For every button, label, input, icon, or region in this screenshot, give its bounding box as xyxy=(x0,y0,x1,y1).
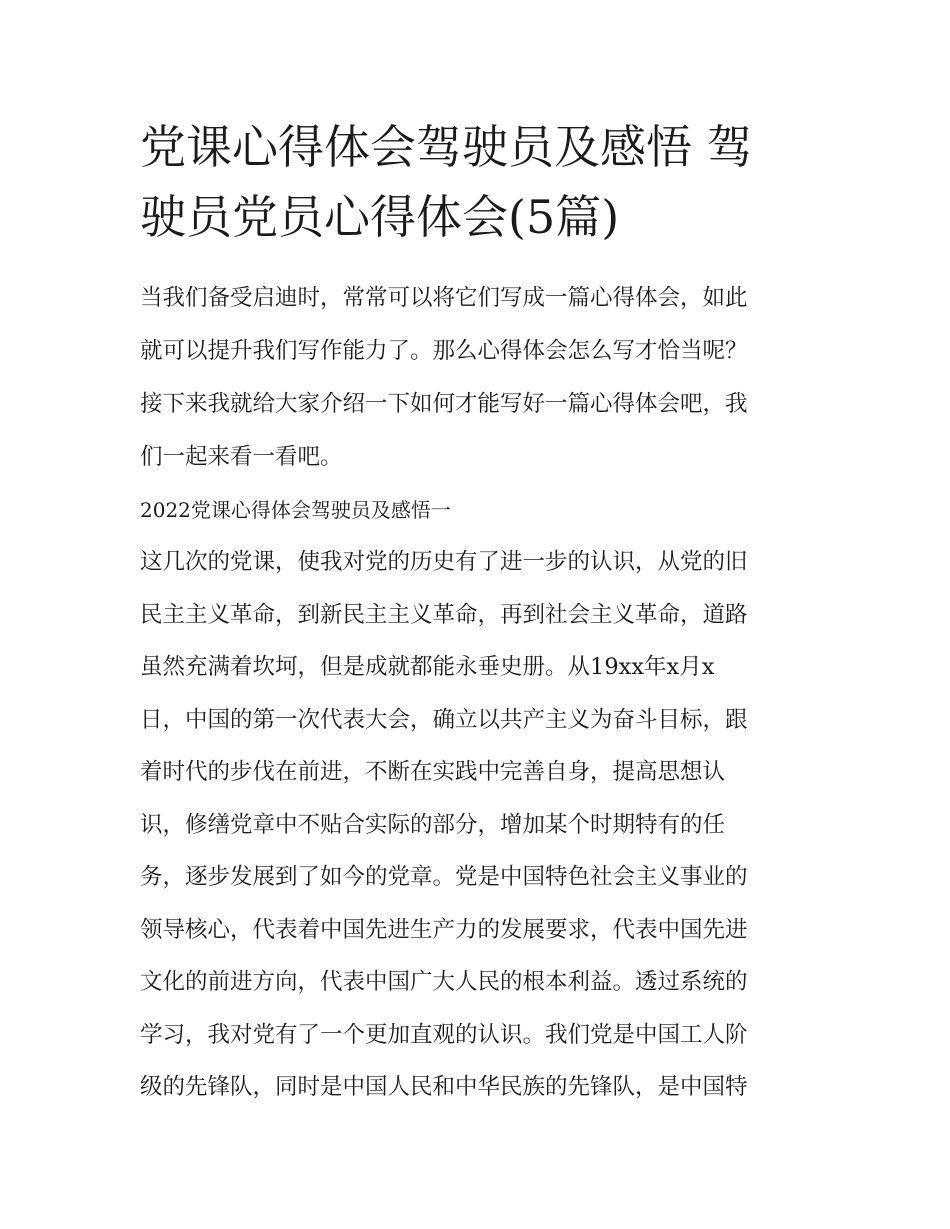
document-title: 党课心得体会驾驶员及感悟 驾 驶员党员心得体会(5篇) xyxy=(140,120,753,244)
section-heading: 2022党课心得体会驾驶员及感悟一 xyxy=(140,498,451,522)
body-paragraph: 这几次的党课，使我对党的历史有了进一步的认识，从党的旧 民主主义革命，到新民主主义革命，再到社会主义革命，道路 虽然充满着坎坷，但是成就都能永垂史册。从19xx年x月x 日，中国的第一次代表大会，确立以共产主义为奋斗目标，跟 着时代的步伐在前进，不断在实践中完善自身，提高思想认 识，修缮党章中不贴合实际的部分，增加某个时期特有的任 务，逐步发展到了如今的党章。党是中国特色社会主义事业的 领导核心，代表着中国先进生产力的发展要求，代表中国先进 文化的前进方向，代表中国广大人民的根本利益。透过系统的 学习，我对党有了一个更加直观的认识。我们党是中国工人阶 级的先锋队，同时是中国人民和中华民族的先锋队，是中国特 xyxy=(140,549,748,1100)
document-page xyxy=(140,112,812,1114)
intro-paragraph: 当我们备受启迪时，常常可以将它们写成一篇心得体会，如此 就可以提升我们写作能力了。那么心得体会怎么写才恰当呢？ 接下来我就给大家介绍一下如何才能写好一篇心得体会吧，我 们一起来看一看吧。 xyxy=(140,285,748,470)
